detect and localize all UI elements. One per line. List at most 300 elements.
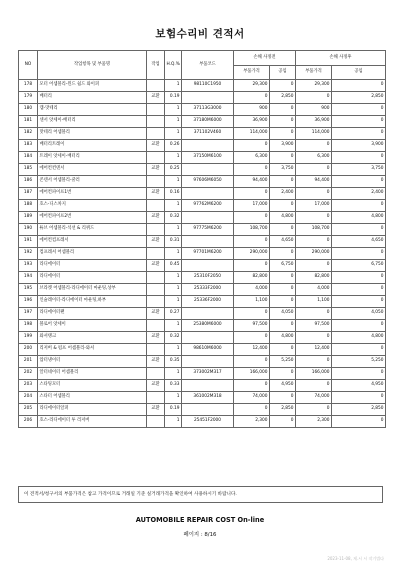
before-part-price: 94,400	[234, 176, 270, 188]
before-labor: 0	[270, 152, 296, 164]
before-part-price: 4,000	[234, 284, 270, 296]
before-labor: 0	[270, 296, 296, 308]
header-before-adjust: 손해 사정전	[234, 51, 296, 66]
after-part-price: 97,500	[296, 320, 332, 332]
before-part-price: 6,300	[234, 152, 270, 164]
work-type: 교환	[147, 356, 165, 368]
hour-qty: 0.19	[165, 404, 182, 416]
item-name: 라디에이터	[38, 260, 147, 272]
before-labor: 0	[270, 128, 296, 140]
row-no: 184	[19, 152, 38, 164]
hour-qty: 0.31	[165, 236, 182, 248]
after-part-price: 12,400	[296, 344, 332, 356]
work-type: 교환	[147, 380, 165, 392]
after-part-price: 74,000	[296, 392, 332, 404]
hour-qty: 0.35	[165, 356, 182, 368]
after-part-price: 0	[296, 332, 332, 344]
hour-qty: 1	[165, 392, 182, 404]
after-part-price: 166,000	[296, 368, 332, 380]
before-part-price: 900	[234, 104, 270, 116]
item-name: 컴프레셔 어셈블리	[38, 248, 147, 260]
after-part-price: 0	[296, 164, 332, 176]
row-no: 199	[19, 332, 38, 344]
after-labor: 0	[332, 344, 386, 356]
item-name: 에어컨파이프2번	[38, 212, 147, 224]
table-row	[19, 284, 386, 296]
table-row	[19, 308, 386, 320]
part-code: 25336F2000	[182, 296, 234, 308]
work-type	[147, 176, 165, 188]
header-after-labor: 공임	[332, 66, 386, 80]
item-name: 리저버 & 펌프 어셈블리-와셔	[38, 344, 147, 356]
part-code: 37180M6000	[182, 116, 234, 128]
work-type: 교환	[147, 188, 165, 200]
after-part-price: 108,700	[296, 224, 332, 236]
after-part-price: 2,300	[296, 416, 332, 428]
row-no: 203	[19, 380, 38, 392]
header-work: 작업	[147, 51, 165, 80]
row-no: 202	[19, 368, 38, 380]
after-part-price: 0	[296, 380, 332, 392]
before-part-price: 2,300	[234, 416, 270, 428]
item-name: 인슐레이터-라디에이터 마운팅,하부	[38, 296, 147, 308]
before-labor: 3,750	[270, 164, 296, 176]
item-name: 센서 앗세이-배터리	[38, 116, 147, 128]
before-labor: 0	[270, 368, 296, 380]
after-labor: 6,750	[332, 260, 386, 272]
after-labor: 4,950	[332, 380, 386, 392]
item-name: 압터냉이터	[38, 356, 147, 368]
part-code	[182, 188, 234, 200]
part-code	[182, 404, 234, 416]
before-part-price: 29,300	[234, 80, 270, 92]
hour-qty: 1	[165, 128, 182, 140]
hour-qty: 0.45	[165, 260, 182, 272]
item-name: 맛테리 어셈블리	[38, 128, 147, 140]
work-type: 교환	[147, 332, 165, 344]
before-part-price: 0	[234, 260, 270, 272]
after-labor: 0	[332, 152, 386, 164]
hour-qty: 1	[165, 368, 182, 380]
header-before-part-price: 부품가격	[234, 66, 270, 80]
header-hqty: H.Q.%	[165, 51, 182, 80]
work-type	[147, 296, 165, 308]
row-no: 192	[19, 248, 38, 260]
before-labor: 0	[270, 392, 296, 404]
row-no: 198	[19, 320, 38, 332]
header-after-adjust: 손해 사정후	[296, 51, 386, 66]
item-name: 콘덴서 어셈블리-쿨러	[38, 176, 147, 188]
part-code: 371102V460	[182, 128, 234, 140]
after-labor: 0	[332, 80, 386, 92]
after-part-price: 0	[296, 140, 332, 152]
work-type	[147, 248, 165, 260]
before-part-price: 12,400	[234, 344, 270, 356]
before-part-price: 0	[234, 188, 270, 200]
work-type: 교환	[147, 308, 165, 320]
row-no: 185	[19, 164, 38, 176]
before-labor: 4,050	[270, 308, 296, 320]
row-no: 191	[19, 236, 38, 248]
hour-qty: 0.19	[165, 92, 182, 104]
after-labor: 0	[332, 128, 386, 140]
before-part-price: 0	[234, 212, 270, 224]
row-no: 178	[19, 80, 38, 92]
after-labor: 3,750	[332, 164, 386, 176]
table-row	[19, 332, 386, 344]
before-labor: 0	[270, 416, 296, 428]
hour-qty: 0.27	[165, 308, 182, 320]
after-labor: 0	[332, 296, 386, 308]
after-part-price: 94,400	[296, 176, 332, 188]
after-part-price: 290,000	[296, 248, 332, 260]
after-part-price: 17,000	[296, 200, 332, 212]
after-labor: 0	[332, 416, 386, 428]
print-stamp: 2023-11-08, 제.시 시 작기법다	[327, 556, 384, 561]
work-type	[147, 368, 165, 380]
hour-qty: 1	[165, 272, 182, 284]
before-part-price: 0	[234, 164, 270, 176]
row-no: 193	[19, 260, 38, 272]
before-labor: 6,750	[270, 260, 296, 272]
after-part-price: 82,800	[296, 272, 332, 284]
header-no: NO	[19, 51, 38, 80]
before-part-price: 0	[234, 92, 270, 104]
before-part-price: 74,000	[234, 392, 270, 404]
after-labor: 4,050	[332, 308, 386, 320]
table-row	[19, 80, 386, 92]
row-no: 189	[19, 212, 38, 224]
table-row	[19, 236, 386, 248]
item-name: 와셔탱크	[38, 332, 147, 344]
after-part-price: 114,000	[296, 128, 332, 140]
part-code: 25333F2000	[182, 284, 234, 296]
row-no: 197	[19, 308, 38, 320]
before-labor: 0	[270, 116, 296, 128]
work-type	[147, 416, 165, 428]
table-row	[19, 380, 386, 392]
part-code	[182, 140, 234, 152]
after-labor: 0	[332, 248, 386, 260]
table-row	[19, 356, 386, 368]
after-labor: 4,650	[332, 236, 386, 248]
item-name: 알터네이터 어셈블리	[38, 368, 147, 380]
hour-qty: 0.26	[165, 140, 182, 152]
after-labor: 2,850	[332, 92, 386, 104]
item-name: 트레이 앗세이-배터리	[38, 152, 147, 164]
before-labor: 4,800	[270, 332, 296, 344]
row-no: 195	[19, 284, 38, 296]
after-labor: 0	[332, 176, 386, 188]
page-number: 페이지 : 8/16	[183, 532, 217, 538]
part-code: 361002M318	[182, 392, 234, 404]
item-name: 호스-디스차지	[38, 200, 147, 212]
item-name: 캡-맛테리	[38, 104, 147, 116]
before-labor: 0	[270, 248, 296, 260]
hour-qty: 1	[165, 296, 182, 308]
header-part-code: 부품코드	[182, 51, 234, 80]
estimate-table	[18, 50, 386, 428]
table-row	[19, 272, 386, 284]
work-type	[147, 80, 165, 92]
table-row	[19, 200, 386, 212]
after-part-price: 1,100	[296, 296, 332, 308]
row-no: 179	[19, 92, 38, 104]
work-type	[147, 320, 165, 332]
hour-qty: 1	[165, 224, 182, 236]
before-labor: 0	[270, 224, 296, 236]
work-type	[147, 392, 165, 404]
estimate-rows	[19, 80, 386, 428]
after-labor: 2,850	[332, 404, 386, 416]
table-row	[19, 404, 386, 416]
after-labor: 0	[332, 320, 386, 332]
hour-qty: 1	[165, 176, 182, 188]
table-row	[19, 164, 386, 176]
before-labor: 4,950	[270, 380, 296, 392]
after-labor: 0	[332, 200, 386, 212]
after-labor: 0	[332, 368, 386, 380]
after-labor: 4,800	[332, 212, 386, 224]
part-code: 97762M6200	[182, 200, 234, 212]
after-labor: 0	[332, 224, 386, 236]
after-labor: 0	[332, 284, 386, 296]
table-row	[19, 344, 386, 356]
before-part-price: 0	[234, 404, 270, 416]
row-no: 201	[19, 356, 38, 368]
table-row	[19, 392, 386, 404]
item-name: 라디에이터알퍼	[38, 404, 147, 416]
before-labor: 2,400	[270, 188, 296, 200]
after-labor: 5,250	[332, 356, 386, 368]
after-labor: 0	[332, 392, 386, 404]
before-labor: 0	[270, 200, 296, 212]
item-name: 라디에이터팬	[38, 308, 147, 320]
page-title: 보험수리비 견적서	[155, 28, 245, 40]
after-part-price: 900	[296, 104, 332, 116]
item-name: 스타팅모터	[38, 380, 147, 392]
before-labor: 0	[270, 320, 296, 332]
before-part-price: 114,000	[234, 128, 270, 140]
work-type	[147, 116, 165, 128]
after-labor: 2,400	[332, 188, 386, 200]
header-after-part-price: 부품가격	[296, 66, 332, 80]
before-part-price: 0	[234, 236, 270, 248]
part-code: 97606M6050	[182, 176, 234, 188]
before-part-price: 82,800	[234, 272, 270, 284]
row-no: 196	[19, 296, 38, 308]
before-part-price: 108,700	[234, 224, 270, 236]
part-code: 98110C1950	[182, 80, 234, 92]
part-code	[182, 332, 234, 344]
table-row	[19, 104, 386, 116]
hour-qty: 1	[165, 152, 182, 164]
hour-qty: 1	[165, 284, 182, 296]
work-type	[147, 344, 165, 356]
table-row	[19, 224, 386, 236]
before-part-price: 17,000	[234, 200, 270, 212]
row-no: 204	[19, 392, 38, 404]
after-part-price: 6,300	[296, 152, 332, 164]
part-code: 373002M317	[182, 368, 234, 380]
row-no: 190	[19, 224, 38, 236]
part-code	[182, 164, 234, 176]
work-type	[147, 224, 165, 236]
part-code	[182, 236, 234, 248]
before-part-price: 0	[234, 356, 270, 368]
after-part-price: 0	[296, 92, 332, 104]
before-part-price: 0	[234, 308, 270, 320]
hour-qty: 0.32	[165, 332, 182, 344]
item-name: 튜브 어셈블리-석션 & 리퀴드	[38, 224, 147, 236]
work-type: 교환	[147, 212, 165, 224]
item-name: 블로어 앗세이	[38, 320, 147, 332]
header-before-labor: 공임	[270, 66, 296, 80]
part-code: 25310F2050	[182, 272, 234, 284]
table-row	[19, 212, 386, 224]
work-type	[147, 284, 165, 296]
row-no: 205	[19, 404, 38, 416]
item-name: 에어컨컴프레서	[38, 236, 147, 248]
after-part-price: 0	[296, 236, 332, 248]
after-part-price: 29,300	[296, 80, 332, 92]
before-labor: 0	[270, 104, 296, 116]
before-part-price: 0	[234, 140, 270, 152]
table-row	[19, 320, 386, 332]
item-name: 배터리	[38, 92, 147, 104]
part-code: 97701M6200	[182, 248, 234, 260]
table-row	[19, 152, 386, 164]
item-name: 라디에이터	[38, 272, 147, 284]
before-labor: 4,800	[270, 212, 296, 224]
after-part-price: 0	[296, 212, 332, 224]
hour-qty: 1	[165, 320, 182, 332]
table-row	[19, 188, 386, 200]
table-row	[19, 416, 386, 428]
work-type	[147, 152, 165, 164]
part-code: 25451F2000	[182, 416, 234, 428]
part-code: 37150M6100	[182, 152, 234, 164]
part-code: 37113G3000	[182, 104, 234, 116]
item-name: 브라켓 어셈블리-라디에이터 마운팅,상부	[38, 284, 147, 296]
item-name: 호스-라디에이터 투 리저버	[38, 416, 147, 428]
work-type	[147, 200, 165, 212]
table-row	[19, 140, 386, 152]
after-part-price: 0	[296, 260, 332, 272]
work-type: 교환	[147, 164, 165, 176]
work-type	[147, 272, 165, 284]
item-name: 에어컨컨덴서	[38, 164, 147, 176]
work-type: 교환	[147, 236, 165, 248]
hour-qty: 1	[165, 200, 182, 212]
before-part-price: 36,900	[234, 116, 270, 128]
row-no: 186	[19, 176, 38, 188]
work-type: 교환	[147, 140, 165, 152]
part-code: 98610M6000	[182, 344, 234, 356]
before-labor: 0	[270, 272, 296, 284]
before-labor: 5,250	[270, 356, 296, 368]
table-row	[19, 368, 386, 380]
before-labor: 4,650	[270, 236, 296, 248]
after-part-price: 0	[296, 404, 332, 416]
after-labor: 0	[332, 272, 386, 284]
after-part-price: 36,900	[296, 116, 332, 128]
before-part-price: 290,000	[234, 248, 270, 260]
hour-qty: 1	[165, 416, 182, 428]
part-code	[182, 380, 234, 392]
after-labor: 3,900	[332, 140, 386, 152]
header-item: 작업항목 및 부품명	[38, 51, 147, 80]
before-labor: 0	[270, 284, 296, 296]
work-type: 교환	[147, 92, 165, 104]
work-type	[147, 104, 165, 116]
before-labor: 2,850	[270, 92, 296, 104]
part-code	[182, 308, 234, 320]
part-code: 97775M6200	[182, 224, 234, 236]
row-no: 187	[19, 188, 38, 200]
row-no: 180	[19, 104, 38, 116]
hour-qty: 0.33	[165, 380, 182, 392]
table-row	[19, 128, 386, 140]
hour-qty: 1	[165, 104, 182, 116]
table-row	[19, 176, 386, 188]
part-code	[182, 260, 234, 272]
table-row	[19, 296, 386, 308]
before-part-price: 97,500	[234, 320, 270, 332]
before-labor: 0	[270, 176, 296, 188]
before-labor: 3,900	[270, 140, 296, 152]
footer-brand: AUTOMOBILE REPAIR COST On-line	[135, 516, 265, 524]
hour-qty: 1	[165, 80, 182, 92]
item-name: 배터리트레이	[38, 140, 147, 152]
row-no: 200	[19, 344, 38, 356]
table-row	[19, 260, 386, 272]
after-part-price: 0	[296, 308, 332, 320]
table-row	[19, 92, 386, 104]
before-part-price: 0	[234, 332, 270, 344]
after-part-price: 0	[296, 356, 332, 368]
after-labor: 4,800	[332, 332, 386, 344]
after-part-price: 4,000	[296, 284, 332, 296]
before-part-price: 1,100	[234, 296, 270, 308]
hour-qty: 0.25	[165, 164, 182, 176]
work-type: 교환	[147, 260, 165, 272]
table-row	[19, 116, 386, 128]
before-part-price: 0	[234, 380, 270, 392]
work-type	[147, 128, 165, 140]
row-no: 194	[19, 272, 38, 284]
table-row	[19, 248, 386, 260]
item-name: 모터 어셈블리-윈드 쉴드 와이퍼	[38, 80, 147, 92]
row-no: 206	[19, 416, 38, 428]
before-part-price: 166,000	[234, 368, 270, 380]
before-labor: 2,850	[270, 404, 296, 416]
after-part-price: 0	[296, 188, 332, 200]
part-code	[182, 356, 234, 368]
hour-qty: 0.32	[165, 212, 182, 224]
hour-qty: 1	[165, 344, 182, 356]
part-code	[182, 212, 234, 224]
row-no: 188	[19, 200, 38, 212]
item-name: 에어컨파이프1번	[38, 188, 147, 200]
part-code: 25380M6000	[182, 320, 234, 332]
row-no: 181	[19, 116, 38, 128]
after-labor: 0	[332, 116, 386, 128]
row-no: 182	[19, 128, 38, 140]
before-labor: 0	[270, 80, 296, 92]
price-notice: 이 견적서/청구서의 부품가격은 참고 가격이므로 거래일 기준 실거래가격을 확인하여 사용하시기 바랍니다.	[18, 486, 383, 503]
hour-qty: 1	[165, 248, 182, 260]
